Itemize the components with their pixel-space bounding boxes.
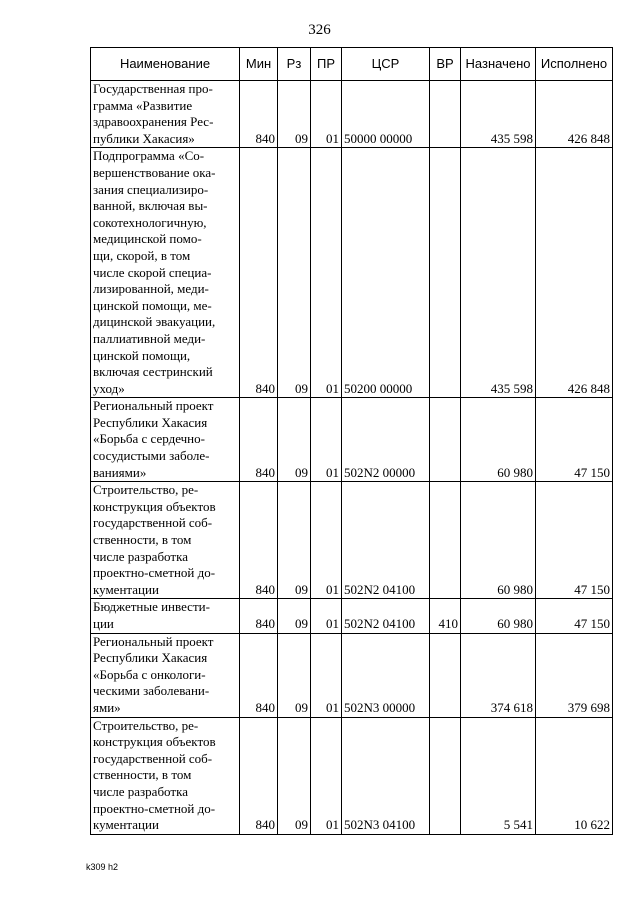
row-name <box>91 81 240 148</box>
cell-pr: 01 <box>311 599 342 633</box>
row-name-line: здравоохранения Рес- <box>93 114 214 130</box>
row-name-line: включая сестринский <box>93 364 213 380</box>
row-name-line: Бюджетные инвести- <box>93 599 210 615</box>
row-name-line: Республики Хакасия <box>93 414 208 430</box>
cell-rz: 09 <box>278 482 311 599</box>
row-name-line: вершенствование ока- <box>93 164 216 180</box>
footer-code: k309 h2 <box>86 862 119 872</box>
row-name-line: конструкция объектов <box>93 498 216 514</box>
header-executed: Исполнено <box>536 48 613 81</box>
cell-assigned: 60 980 <box>461 398 536 482</box>
table-body <box>91 81 613 835</box>
cell-executed: 10 622 <box>536 717 613 834</box>
header-csr: ЦСР <box>342 48 430 81</box>
row-name-line: конструкция объектов <box>93 734 216 750</box>
cell-executed: 47 150 <box>536 599 613 633</box>
cell-rz: 09 <box>278 148 311 398</box>
row-name-line: проектно-сметной до- <box>93 565 216 581</box>
table-row <box>91 81 613 148</box>
cell-csr: 502N3 00000 <box>342 633 430 717</box>
row-name-line: государственной соб- <box>93 750 213 766</box>
cell-rz: 09 <box>278 599 311 633</box>
row-name-line: Республики Хакасия <box>93 650 208 666</box>
row-name-line: числе разработка <box>93 548 188 564</box>
row-name-line: ственности, в том <box>93 767 192 783</box>
cell-pr: 01 <box>311 148 342 398</box>
row-name <box>91 633 240 717</box>
row-name <box>91 599 240 633</box>
cell-csr: 502N2 00000 <box>342 398 430 482</box>
row-name-line: числе скорой специа- <box>93 264 212 280</box>
row-name-line: кументации <box>93 817 159 833</box>
header-rz: Рз <box>278 48 311 81</box>
row-name <box>91 482 240 599</box>
cell-pr: 01 <box>311 398 342 482</box>
cell-vr: 410 <box>430 599 461 633</box>
table-row <box>91 599 613 633</box>
row-name-line: «Борьба с сердечно- <box>93 431 205 447</box>
row-name-line: проектно-сметной до- <box>93 800 216 816</box>
cell-executed: 47 150 <box>536 482 613 599</box>
row-name <box>91 148 240 398</box>
cell-rz: 09 <box>278 398 311 482</box>
table-row <box>91 148 613 398</box>
row-name-line: ческими заболевани- <box>93 683 210 699</box>
row-name-line: грамма «Развитие <box>93 97 193 113</box>
row-name-line: дицинской эвакуации, <box>93 314 216 330</box>
budget-table <box>90 47 613 835</box>
row-name-line: цинской помощи, <box>93 347 191 363</box>
cell-executed: 47 150 <box>536 398 613 482</box>
cell-csr: 50000 00000 <box>342 81 430 148</box>
row-name-line: лизированной, меди- <box>93 281 209 297</box>
cell-csr: 502N2 04100 <box>342 482 430 599</box>
cell-vr <box>430 398 461 482</box>
cell-executed: 379 698 <box>536 633 613 717</box>
cell-assigned: 5 541 <box>461 717 536 834</box>
row-name-line: цинской помощи, ме- <box>93 297 212 313</box>
cell-assigned: 60 980 <box>461 482 536 599</box>
cell-executed: 426 848 <box>536 148 613 398</box>
row-name-line: медицинской помо- <box>93 231 202 247</box>
cell-pr: 01 <box>311 482 342 599</box>
row-name-line: Строительство, ре- <box>93 482 199 498</box>
cell-vr <box>430 81 461 148</box>
header-vr: ВР <box>430 48 461 81</box>
table-row <box>91 717 613 834</box>
cell-csr: 502N2 04100 <box>342 599 430 633</box>
cell-rz: 09 <box>278 81 311 148</box>
cell-vr <box>430 633 461 717</box>
cell-rz: 09 <box>278 717 311 834</box>
cell-pr: 01 <box>311 81 342 148</box>
cell-min: 840 <box>240 633 278 717</box>
row-name-line: «Борьба с онкологи- <box>93 666 206 682</box>
row-name <box>91 398 240 482</box>
cell-vr <box>430 482 461 599</box>
row-name-line: уход» <box>93 380 125 396</box>
row-name-line: Подпрограмма «Со- <box>93 148 205 164</box>
table-row <box>91 633 613 717</box>
table-row <box>91 398 613 482</box>
cell-csr: 502N3 04100 <box>342 717 430 834</box>
row-name-line: зания специализиро- <box>93 181 209 197</box>
row-name-line: ваниями» <box>93 464 147 480</box>
header-pr: ПР <box>311 48 342 81</box>
header-name: Наименование <box>91 48 240 81</box>
cell-min: 840 <box>240 81 278 148</box>
cell-vr <box>430 148 461 398</box>
row-name-line: кументации <box>93 581 159 597</box>
cell-assigned: 374 618 <box>461 633 536 717</box>
cell-assigned: 435 598 <box>461 148 536 398</box>
cell-min: 840 <box>240 482 278 599</box>
row-name-line: щи, скорой, в том <box>93 247 191 263</box>
cell-executed: 426 848 <box>536 81 613 148</box>
table-header-row <box>91 48 613 81</box>
cell-min: 840 <box>240 717 278 834</box>
row-name-line: ственности, в том <box>93 532 192 548</box>
row-name-line: ванной, включая вы- <box>93 198 208 214</box>
row-name-line: сокотехнологичную, <box>93 214 207 230</box>
cell-vr <box>430 717 461 834</box>
page-number: 326 <box>308 22 331 38</box>
row-name <box>91 717 240 834</box>
row-name-line: государственной соб- <box>93 515 213 531</box>
row-name-line: Региональный проект <box>93 398 214 414</box>
cell-pr: 01 <box>311 717 342 834</box>
cell-min: 840 <box>240 599 278 633</box>
row-name-line: ями» <box>93 699 121 715</box>
header-min: Мин <box>240 48 278 81</box>
row-name-line: числе разработка <box>93 783 188 799</box>
cell-assigned: 435 598 <box>461 81 536 148</box>
cell-rz: 09 <box>278 633 311 717</box>
table-row <box>91 482 613 599</box>
cell-csr: 50200 00000 <box>342 148 430 398</box>
cell-min: 840 <box>240 398 278 482</box>
row-name-line: паллиативной меди- <box>93 330 206 346</box>
row-name-line: ции <box>93 616 114 631</box>
cell-assigned: 60 980 <box>461 599 536 633</box>
row-name-line: Строительство, ре- <box>93 717 199 733</box>
cell-pr: 01 <box>311 633 342 717</box>
row-name-line: Региональный проект <box>93 633 214 649</box>
row-name-line: сосудистыми заболе- <box>93 448 210 464</box>
row-name-line: Государственная про- <box>93 81 213 96</box>
header-assigned: Назначено <box>461 48 536 81</box>
cell-min: 840 <box>240 148 278 398</box>
row-name-line: публики Хакасия» <box>93 130 195 146</box>
